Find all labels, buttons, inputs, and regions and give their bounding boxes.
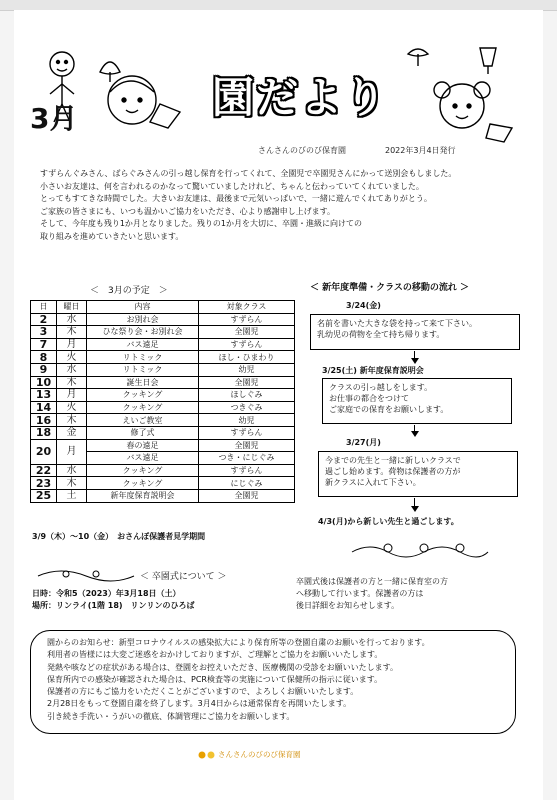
cell-target: つき・にじぐみ	[199, 452, 295, 465]
ceremony-details	[32, 588, 195, 612]
schedule-table	[30, 300, 295, 503]
cell-content: リトミック	[87, 351, 199, 364]
cell-dow: 木	[57, 414, 87, 427]
cell-target: すずらん	[199, 464, 295, 477]
notice-line: 園からのお知らせ：新型コロナウイルスの感染拡大により保育所等の登園自粛のお願いを行っております。	[47, 638, 430, 647]
cell-day: 9	[31, 363, 57, 376]
intro-line: 取り組みを進めていきたいと思います。	[40, 231, 184, 241]
cell-content: お別れ会	[87, 313, 199, 326]
cell-day: 10	[31, 376, 57, 389]
ceremony-where: 場所：リンライ(1階 18) リンリンのひろば	[32, 601, 195, 610]
notice-line: 発熱や咳などの症状がある場合は、登園をお控えいただき、医療機関の受診をお願いいたします。	[47, 662, 399, 672]
cell-dow: 月	[57, 338, 87, 351]
cell-target: 全園児	[199, 489, 295, 502]
month-label: 3月	[30, 102, 78, 135]
ceremony-when: 日時：令和5（2023）年3月18日（土）	[32, 589, 181, 598]
cell-target: 全園児	[199, 439, 295, 452]
flower-decoration	[350, 538, 490, 560]
cell-dow: 月	[57, 439, 87, 464]
header-dow: 曜日	[57, 301, 87, 314]
table-row	[31, 338, 295, 351]
header-target: 対象クラス	[199, 301, 295, 314]
cell-dow: 水	[57, 363, 87, 376]
cell-content: クッキング	[87, 477, 199, 490]
cell-dow: 水	[57, 464, 87, 477]
flow-final-step: 4/3(月)から新しい先生と過ごします。	[318, 517, 459, 526]
flow-step-line: 乳幼児の荷物を全て持ち帰ります。	[317, 330, 445, 339]
flow-title: ＜ 新年度準備・クラスの移動の流れ ＞	[310, 283, 469, 293]
table-row	[31, 426, 295, 439]
schedule-header-row	[31, 301, 295, 314]
flow-step-box	[310, 314, 520, 350]
schedule-title: ＜ 3月の予定 ＞	[90, 286, 168, 296]
cell-day: 13	[31, 389, 57, 402]
schedule-extra-note: 3/9（木）〜10（金） おさんぽ保護者見学期間	[32, 532, 206, 541]
flow-step-date: 3/24(金)	[346, 301, 381, 310]
intro-paragraph	[40, 168, 520, 243]
cell-target: 全園児	[199, 326, 295, 339]
cell-dow: 水	[57, 313, 87, 326]
cell-day: 7	[31, 338, 57, 351]
cell-dow: 木	[57, 376, 87, 389]
cell-content: クッキング	[87, 389, 199, 402]
cell-target: つきぐみ	[199, 401, 295, 414]
flow-step-box	[318, 451, 518, 497]
footer-school-name: さんさんのびのび保育園	[218, 750, 301, 759]
table-row	[31, 414, 295, 427]
cell-target: 幼児	[199, 363, 295, 376]
flow-arrow-head	[411, 431, 419, 437]
cell-target: 幼児	[199, 414, 295, 427]
notice-line: 2月28日をもって登園自粛を終了します。3月4日からは通常保育を再開いたします。	[47, 699, 352, 709]
flow-step-date: 3/25(土) 新年度保育説明会	[322, 366, 424, 375]
cell-day: 16	[31, 414, 57, 427]
cell-day: 22	[31, 464, 57, 477]
issue-date: 2022年3月4日発行	[385, 146, 456, 155]
flow-step-line: 過ごし始めます。荷物は保護者の方が	[325, 467, 461, 476]
cell-target: ほし・ひまわり	[199, 351, 295, 364]
cell-dow: 火	[57, 401, 87, 414]
cell-content: バス遠足	[87, 452, 199, 465]
cell-content: 修了式	[87, 426, 199, 439]
cell-target: すずらん	[199, 313, 295, 326]
cell-content: バス遠足	[87, 338, 199, 351]
cell-dow: 木	[57, 326, 87, 339]
ceremony-title: ＜ 卒園式について ＞	[140, 572, 227, 582]
flow-arrow-head	[411, 358, 419, 364]
cell-target: にじぐみ	[199, 477, 295, 490]
cell-content: 誕生日会	[87, 376, 199, 389]
header-content: 内容	[87, 301, 199, 314]
table-row	[31, 489, 295, 502]
cell-day: 18	[31, 426, 57, 439]
flow-step-box	[322, 378, 512, 424]
notice-line: 引き続き手洗い・うがいの徹底、体調管理にご協力をお願いします。	[47, 711, 295, 721]
notice-line: 保育所内での感染が確認された場合は、PCR検査等の実施について保健所の指示に従います。	[47, 674, 383, 684]
cell-dow: 月	[57, 389, 87, 402]
table-row	[31, 389, 295, 402]
intro-line: とってもすてきな時間でした。大きいお友達は、最後まで元気いっぱいで、一緒に遊んでくれてありがとう。	[40, 194, 432, 203]
logo-icon	[198, 750, 216, 760]
cell-day: 8	[31, 351, 57, 364]
cell-content: えいご教室	[87, 414, 199, 427]
cell-content: ひな祭り会・お別れ会	[87, 326, 199, 339]
intro-line: 小さいお友達は、何を言われるのかなって驚いていましたけれど、ちゃんと伝わっていてくれていました。	[40, 181, 424, 191]
children-illustration-right	[400, 44, 520, 144]
ceremony-note-line: 卒園式後は保護者の方と一緒に保育室の方	[296, 577, 448, 586]
flow-arrow-head	[411, 506, 419, 512]
ceremony-note	[296, 576, 521, 612]
flow-step-line: 新クラスに入れて下さい。	[325, 478, 421, 487]
cell-target: ほしぐみ	[199, 389, 295, 402]
newsletter-title: 園だより	[211, 73, 388, 122]
table-row	[31, 376, 295, 389]
cell-day: 14	[31, 401, 57, 414]
table-row	[31, 464, 295, 477]
ribbon-decoration	[36, 566, 136, 584]
cell-content: クッキング	[87, 401, 199, 414]
notice-line: 利用者の皆様には大変ご迷惑をおかけしておりますが、ご理解とご協力をお願いいたします。	[47, 650, 383, 660]
cell-day: 2	[31, 313, 57, 326]
flow-step-line: お仕事の都合をつけて	[329, 394, 409, 403]
cell-target: 全園児	[199, 376, 295, 389]
header-day: 日	[31, 301, 57, 314]
cell-dow: 金	[57, 426, 87, 439]
cell-target: すずらん	[199, 338, 295, 351]
flow-step-line: 名前を書いた大きな袋を持って来て下さい。	[317, 319, 477, 328]
flow-step-line: クラスの引っ越しをします。	[329, 383, 433, 392]
cell-content: リトミック	[87, 363, 199, 376]
cell-content: クッキング	[87, 464, 199, 477]
cell-target: すずらん	[199, 426, 295, 439]
cell-day: 25	[31, 489, 57, 502]
table-row	[31, 477, 295, 490]
flow-step-date: 3/27(月)	[346, 438, 381, 447]
notice-line: 保護者の方にもご協力をいただくことがございますので、よろしくお願いいたします。	[47, 687, 359, 697]
cell-dow: 木	[57, 477, 87, 490]
cell-day: 3	[31, 326, 57, 339]
flow-step-line: ご家庭での保育をお願いします。	[329, 405, 449, 414]
cell-day: 23	[31, 477, 57, 490]
flow-step-line: 今までの先生と一緒に新しいクラスで	[325, 456, 461, 465]
table-row	[31, 363, 295, 376]
table-row	[31, 313, 295, 326]
notice-box	[30, 630, 516, 734]
intro-line: そして、今年度も残り1か月となりました。残りの1か月を大切に、卒園・進級に向けての	[40, 219, 363, 228]
table-row	[31, 401, 295, 414]
cell-content: 新年度保育説明会	[87, 489, 199, 502]
intro-line: ご家族の皆さまにも、いつも温かいご協力をいただき、心より感謝申し上げます。	[40, 206, 336, 216]
table-row	[31, 439, 295, 452]
cell-dow: 火	[57, 351, 87, 364]
publisher-name: さんさんのびのび保育園	[258, 146, 346, 155]
table-row	[31, 351, 295, 364]
ceremony-note-line: へ移動して行います。保護者の方は	[296, 589, 424, 598]
ceremony-note-line: 後日詳細をお知らせします。	[296, 601, 400, 610]
cell-content: 春の遠足	[87, 439, 199, 452]
intro-line: すずらんぐみさん、ばらぐみさんの引っ越し保育を行ってくれて、全園児で卒園児さんにかって送別会もしました。	[40, 169, 457, 178]
cell-day: 20	[31, 439, 57, 464]
cell-dow: 土	[57, 489, 87, 502]
table-row	[31, 326, 295, 339]
